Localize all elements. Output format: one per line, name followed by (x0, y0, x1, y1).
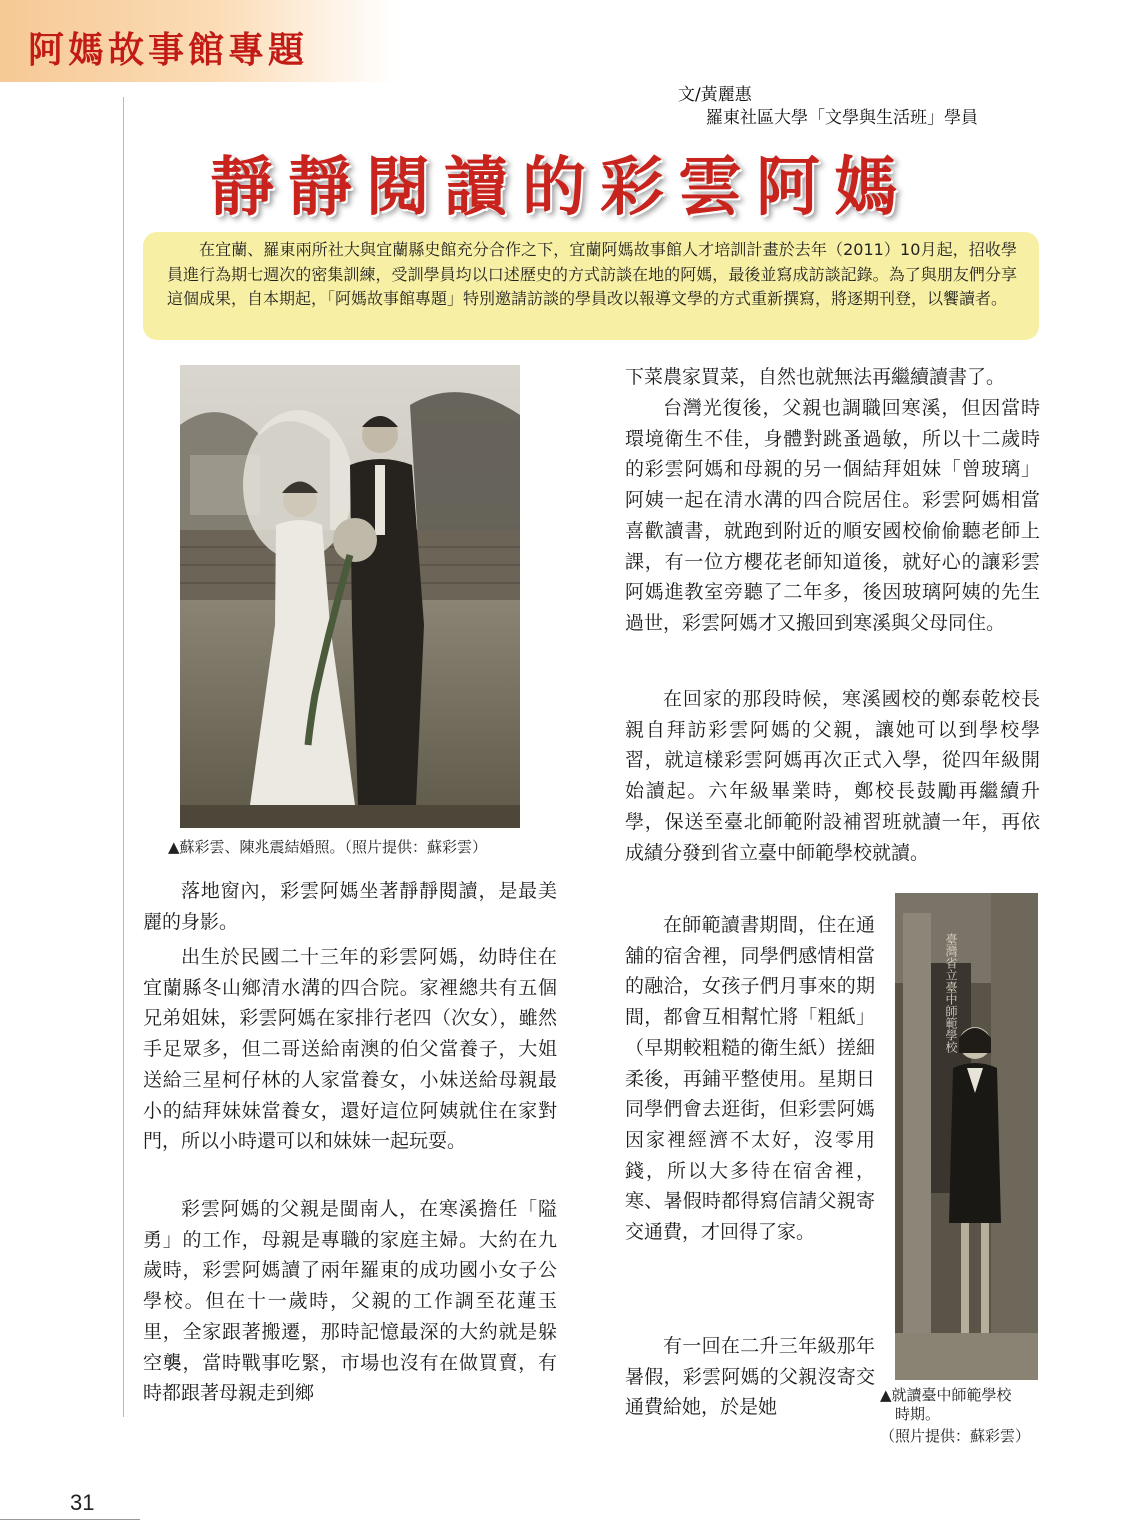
body-paragraph: 台灣光復後，父親也調職回寒溪，但因當時環境衛生不佳，身體對跳蚤過敏，所以十二歲時的彩雲阿媽和母親的另一個結拜姐妹「曾玻璃」阿姨一起在清水溝的四合院居住。彩雲阿媽相當喜歡讀書，就跑到附近的順安國校偷偷聽老師上課，有一位方櫻花老師知道後，就好心的讓彩雲阿媽進教室旁聽了二年多，後因玻璃阿姨的先生過世，彩雲阿媽才又搬回到寒溪與父母同住。 (625, 397, 1040, 634)
byline-author: 文/黃麗惠 (678, 85, 752, 105)
body-paragraph: 在師範讀書期間，住在通舖的宿舍裡，同學們感情相當的融洽，女孩子們月事來的期間，都會互相幫忙將「粗紙」（早期較粗糙的衛生紙）搓細柔後，再鋪平整使用。星期日同學們會去逛街，但彩雲阿媽因家裡經濟不太好，沒零用錢，所以大多待在宿舍裡，寒、暑假時都得寫信請父親寄交通費，才回得了家。 (625, 914, 875, 1244)
wedding-photo (180, 365, 520, 828)
school-photo-caption-1: ▲就讀臺中師範學校 (880, 1386, 1012, 1404)
body-paragraph: 落地窗內，彩雲阿媽坐著靜靜閱讀，是最美麗的身影。 (143, 880, 557, 933)
body-paragraph: 在回家的那段時候，寒溪國校的鄭泰乾校長親自拜訪彩雲阿媽的父親，讓她可以到學校學習，就這樣彩雲阿媽再次正式入學，從四年級開始讀起。六年級畢業時，鄭校長鼓勵再繼續升學，保送至臺北師範附設補習班就讀一年，再依成績分發到省立臺中師範學校就讀。 (625, 688, 1040, 864)
body-paragraph: 出生於民國二十三年的彩雲阿媽，幼時住在宜蘭縣冬山鄉清水溝的四合院。家裡總共有五個兄弟姐妹，彩雲阿媽在家排行老四（次女），雖然手足眾多，但二哥送給南澳的伯父當養子，大姐送給三星柯仔林的人家當養女，小妹送給母親最小的結拜妹妹當養女，還好這位阿姨就住在家對門，所以小時還可以和妹妹一起玩耍。 (143, 946, 557, 1153)
page-number: 31 (70, 1490, 95, 1515)
byline-affiliation: 羅東社區大學「文學與生活班」學員 (706, 108, 978, 128)
school-sign: 臺灣省立臺中師範學校 (944, 933, 958, 1053)
body-paragraph: 彩雲阿媽的父親是閩南人，在寒溪擔任「隘勇」的工作，母親是專職的家庭主婦。大約在九歲時，彩雲阿媽讀了兩年羅東的成功國小女子公學校。但在十一歲時，父親的工作調至花蓮玉里，全家跟著搬遷，那時記憶最深的大約就是躲空襲，當時戰事吃緊，市場也沒有在做買賣，有時都跟著母親走到鄉 (143, 1198, 557, 1405)
margin-rule (123, 97, 124, 1417)
section-title: 阿媽故事館專題 (28, 29, 309, 71)
school-photo (895, 893, 1038, 1380)
wedding-photo-caption: ▲蘇彩雲、陳兆震結婚照。（照片提供：蘇彩雲） (168, 838, 488, 856)
school-photo-caption-3: （照片提供：蘇彩雲） (880, 1427, 1031, 1445)
article-title: 靜靜閱讀的彩雲阿媽 (210, 150, 912, 225)
intro-box (143, 232, 1039, 340)
body-paragraph: 下菜農家買菜，自然也就無法再繼續讀書了。 (625, 366, 1006, 388)
intro-text: 在宜蘭、羅東兩所社大與宜蘭縣史館充分合作之下，宜蘭阿媽故事館人才培訓計畫於去年（2011）10月起，招收學員進行為期七週次的密集訓練，受訓學員均以口述歷史的方式訪談在地的阿媽，最後並寫成訪談記錄。為了與朋友們分享這個成果，自本期起，「阿媽故事館專題」特別邀請訪談的學員改以報導文學的方式重新撰寫，將逐期刊登，以饗讀者。 (167, 240, 1017, 308)
footer-rule (0, 1519, 140, 1520)
school-photo-caption-2: 時期。 (895, 1405, 941, 1423)
body-paragraph: 有一回在二升三年級那年暑假，彩雲阿媽的父親沒寄交通費給她，於是她 (625, 1335, 875, 1419)
